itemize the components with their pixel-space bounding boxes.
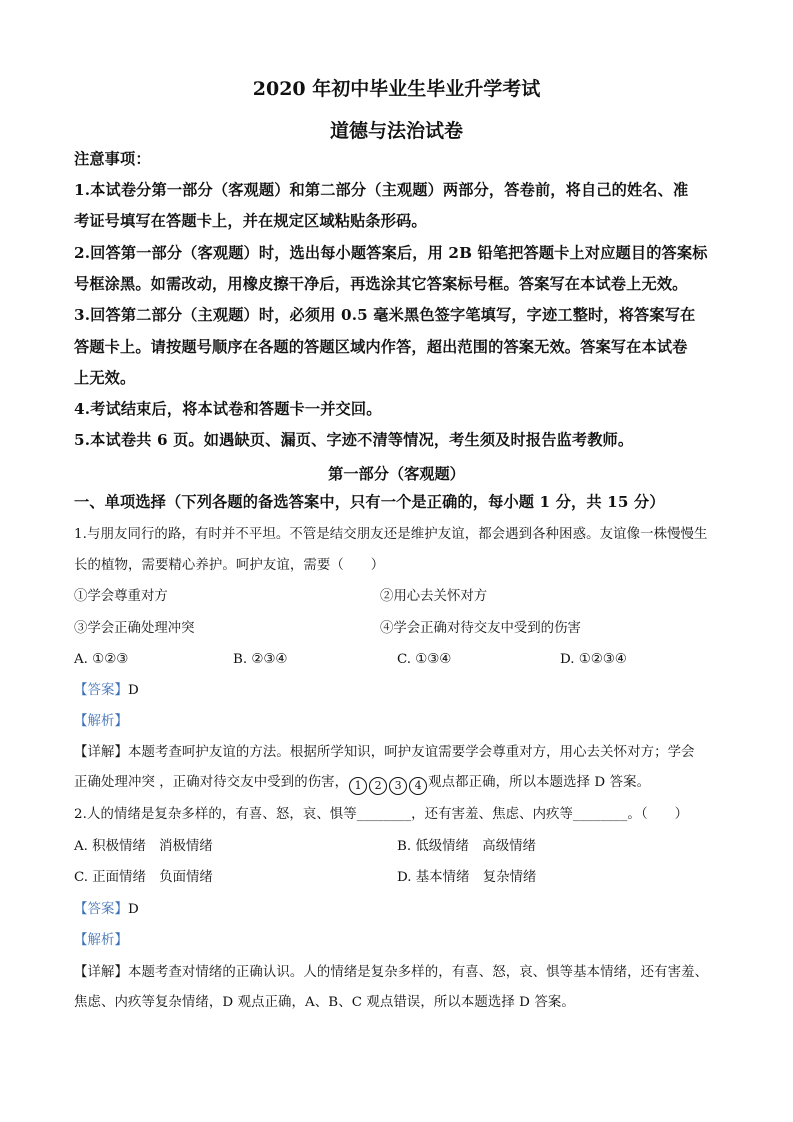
detail-text: 本题考查呵护友谊的方法。根据所学知识，呵护友谊需要学会尊重对方，用心去关怀对方；学会 bbox=[127, 745, 695, 760]
answer-label: 【答案】 bbox=[74, 902, 128, 917]
section-heading: 一、单项选择（下列各题的备选答案中，只有一个是正确的，每小题 1 分，共 15 分） bbox=[74, 493, 665, 511]
notice-heading: 注意事项： bbox=[74, 150, 151, 168]
answer-value: D bbox=[127, 683, 139, 698]
choice-option: A. ①②③ bbox=[74, 652, 129, 667]
notice-line: 上无效。 bbox=[74, 369, 136, 387]
answer-line bbox=[74, 903, 139, 916]
part-heading: 第一部分（客观题） bbox=[328, 465, 465, 483]
statement-item: ④学会正确对待交友中受到的伤害 bbox=[380, 621, 581, 636]
choice-option: D. 基本情绪 复杂情绪 bbox=[397, 870, 537, 885]
answer-line bbox=[74, 684, 139, 697]
notice-line: 4.考试结束后，将本试卷和答题卡一并交回。 bbox=[74, 400, 382, 418]
notice-line: 1.本试卷分第一部分（客观题）和第二部分（主观题）两部分，答卷前，将自己的姓名、准 bbox=[74, 181, 689, 199]
circled-number: 1 bbox=[349, 777, 367, 795]
question-stem: 长的植物，需要精心养护。呵护友谊，需要（ ） bbox=[74, 558, 385, 573]
choice-option: C. ①③④ bbox=[397, 652, 452, 667]
choice-option: A. 积极情绪 消极情绪 bbox=[74, 839, 213, 854]
statement-item: ②用心去关怀对方 bbox=[380, 589, 488, 604]
analysis-label: 【解析】 bbox=[74, 933, 128, 948]
detail-line: 焦虑、内疚等复杂情绪，D 观点正确，A、B、C 观点错误，所以本题选择 D 答案。 bbox=[74, 995, 575, 1010]
circled-number: 2 bbox=[369, 777, 387, 795]
notice-line: 5.本试卷共 6 页。如遇缺页、漏页、字迹不清等情况，考生须及时报告监考教师。 bbox=[74, 431, 634, 449]
detail-label: 【详解】 bbox=[74, 745, 128, 760]
question-stem: 1.与朋友同行的路，有时并不平坦。不管是结交朋友还是维护友谊，都会遇到各种困惑。友谊像一株慢慢生 bbox=[74, 527, 708, 542]
answer-label: 【答案】 bbox=[74, 683, 128, 698]
notice-line: 号框涂黑。如需改动，用橡皮擦干净后，再选涂其它答案标号框。答案写在本试卷上无效。 bbox=[74, 275, 688, 293]
choice-option: B. 低级情绪 高级情绪 bbox=[397, 839, 536, 854]
detail-line bbox=[74, 966, 708, 979]
detail-line bbox=[74, 776, 650, 795]
exam-subject: 道德与法治试卷 bbox=[329, 120, 463, 142]
circled-number: 3 bbox=[389, 777, 407, 795]
statement-item: ③学会正确处理冲突 bbox=[74, 621, 195, 636]
question-stem: 2.人的情绪是复杂多样的，有喜、怒，哀、惧等________，还有害羞、焦虑、内疚等________。（ ） bbox=[74, 807, 689, 822]
choice-option: B. ②③④ bbox=[233, 652, 288, 667]
statement-item: ①学会尊重对方 bbox=[74, 589, 168, 604]
notice-line: 答题卡上。请按题号顺序在各题的答题区域内作答，超出范围的答案无效。答案写在本试卷 bbox=[74, 338, 688, 356]
detail-line bbox=[74, 746, 695, 759]
notice-line: 2.回答第一部分（客观题）时，选出每小题答案后，用 2B 铅笔把答题卡上对应题目的答案标 bbox=[74, 244, 708, 262]
notice-line: 3.回答第二部分（主观题）时，必须用 0.5 毫米黑色签字笔填写，字迹工整时，将答案写在 bbox=[74, 306, 696, 324]
notice-line: 考证号填写在答题卡上，并在规定区域粘贴条形码。 bbox=[74, 212, 427, 230]
choice-option: D. ①②③④ bbox=[560, 652, 627, 667]
analysis-label: 【解析】 bbox=[74, 714, 128, 729]
detail-text: 本题考查对情绪的正确认识。人的情绪是复杂多样的，有喜、怒，哀、惧等基本情绪，还有害羞、 bbox=[127, 965, 709, 980]
answer-value: D bbox=[127, 902, 139, 917]
detail-text: 观点都正确，所以本题选择 D 答案。 bbox=[428, 775, 651, 790]
detail-text: 正确处理冲突 ，正确对待交友中受到的伤害， bbox=[74, 775, 349, 790]
exam-title: 2020 年初中毕业生毕业升学考试 bbox=[252, 78, 541, 100]
detail-label: 【详解】 bbox=[74, 965, 128, 980]
choice-option: C. 正面情绪 负面情绪 bbox=[74, 870, 213, 885]
circled-number: 4 bbox=[409, 777, 427, 795]
